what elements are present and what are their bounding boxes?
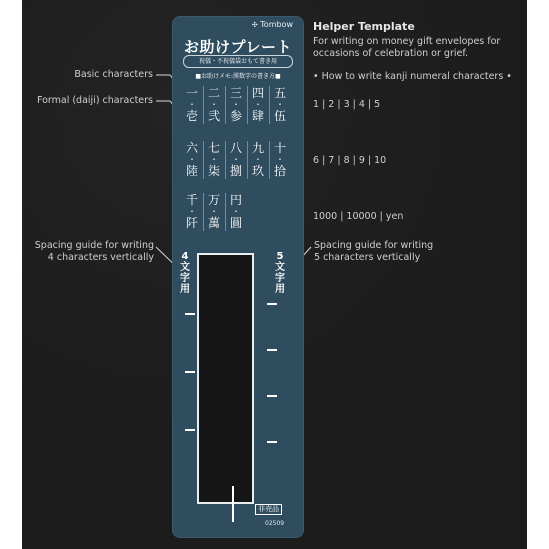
- kanji-separator: ・: [188, 155, 196, 164]
- kanji-separator: ・: [210, 155, 218, 164]
- kanji-separator: ・: [232, 207, 240, 216]
- kanji-separator: ・: [254, 155, 262, 164]
- annotation-spacing4: Spacing guide for writing 4 characters vertically: [34, 240, 154, 263]
- vertical-label-char: 文: [275, 262, 285, 273]
- dragonfly-logo-icon: ✣: [251, 21, 258, 29]
- kanji-formal: 柒: [207, 164, 220, 178]
- vertical-label-char: 用: [275, 284, 285, 295]
- tick-4-c: [185, 429, 195, 431]
- tick-5-a: [267, 303, 277, 305]
- kanji-cell: [226, 86, 246, 123]
- kanji-formal: 玖: [251, 164, 264, 178]
- label-4-chars-text: [178, 251, 192, 295]
- not-for-sale-badge: 非売品: [255, 504, 282, 515]
- kanji-separator: ・: [254, 100, 262, 109]
- kanji-separator: ・: [232, 155, 240, 164]
- template-subheading: • How to write kanji numeral characters •: [313, 71, 512, 82]
- vertical-label-char: 4: [181, 251, 189, 262]
- kanji-formal: 拾: [273, 164, 286, 178]
- kanji-separator: ・: [188, 207, 196, 216]
- row-label-1: 1 | 2 | 3 | 4 | 5: [313, 99, 381, 110]
- kanji-basic: 四: [251, 86, 264, 100]
- center-guide-line: [232, 486, 234, 522]
- kanji-formal: 萬: [207, 216, 220, 230]
- tick-5-b: [267, 349, 277, 351]
- vertical-label-char: 字: [275, 273, 285, 284]
- vertical-label-char: 文: [180, 262, 190, 273]
- kanji-separator: ・: [188, 100, 196, 109]
- kanji-basic: 五: [273, 86, 286, 100]
- tick-5-d: [267, 441, 277, 443]
- kanji-basic: 九: [251, 141, 264, 155]
- kanji-basic: 円: [229, 193, 242, 207]
- kanji-cell: [204, 86, 224, 123]
- kanji-formal: 参: [229, 109, 242, 123]
- tick-4-b: [185, 371, 195, 373]
- cutout-window: [197, 253, 254, 504]
- kanji-separator: ・: [210, 207, 218, 216]
- kanji-basic: 三: [229, 86, 242, 100]
- template-description: For writing on money gift envelopes for occasions of celebration or grief.: [313, 36, 501, 59]
- kanji-formal: 壱: [185, 109, 198, 123]
- kanji-cell: [204, 141, 224, 178]
- tick-5-c: [267, 395, 277, 397]
- helper-plate: [173, 17, 303, 537]
- product-code: 02509: [265, 520, 285, 527]
- kanji-basic: 千: [185, 193, 198, 207]
- kanji-cell: [204, 193, 224, 230]
- brand-name: Tombow: [260, 20, 293, 29]
- kanji-separator: ・: [276, 155, 284, 164]
- kanji-cell: [226, 141, 246, 178]
- brand-label: [252, 20, 293, 29]
- vertical-label-char: 5: [276, 251, 284, 262]
- annotation-basic: Basic characters: [74, 69, 153, 80]
- kanji-cell: [182, 86, 202, 123]
- annotation-spacing5: Spacing guide for writing 5 characters vertically: [314, 240, 434, 263]
- plate-title: お助けプレート: [184, 38, 292, 56]
- kanji-formal: 陸: [185, 164, 198, 178]
- vertical-label-char: 字: [180, 273, 190, 284]
- kanji-cell: [270, 141, 290, 178]
- plate-memo: ■お助けメモ:漢数字の書き方■: [195, 73, 281, 80]
- kanji-formal: 肆: [251, 109, 264, 123]
- label-5-chars: [273, 251, 287, 295]
- kanji-formal: 伍: [273, 109, 286, 123]
- kanji-formal: 弐: [207, 109, 220, 123]
- kanji-basic: 一: [185, 86, 198, 100]
- kanji-basic: 六: [185, 141, 198, 155]
- label-4-chars: [178, 251, 192, 295]
- kanji-formal: 圓: [229, 216, 242, 230]
- row-label-2: 6 | 7 | 8 | 9 | 10: [313, 155, 387, 166]
- kanji-separator: ・: [276, 100, 284, 109]
- kanji-cell: [182, 141, 202, 178]
- kanji-cell: [226, 193, 246, 230]
- kanji-basic: 十: [273, 141, 286, 155]
- template-heading: Helper Template: [313, 20, 415, 33]
- kanji-separator: ・: [232, 100, 240, 109]
- kanji-formal: 阡: [185, 216, 198, 230]
- kanji-separator: ・: [210, 100, 218, 109]
- kanji-basic: 二: [207, 86, 220, 100]
- plate-subtitle: 祝儀・不祝儀袋おもて書き用: [183, 55, 293, 68]
- kanji-basic: 八: [229, 141, 242, 155]
- annotation-formal: Formal (daiji) characters: [36, 95, 153, 106]
- kanji-basic: 万: [207, 193, 220, 207]
- kanji-cell: [270, 86, 290, 123]
- kanji-formal: 捌: [229, 164, 242, 178]
- kanji-cell: [182, 193, 202, 230]
- row-label-3: 1000 | 10000 | yen: [313, 211, 404, 222]
- tick-4-a: [185, 313, 195, 315]
- kanji-cell: [248, 86, 268, 123]
- vertical-label-char: 用: [180, 284, 190, 295]
- kanji-cell: [248, 141, 268, 178]
- label-5-chars-text: [273, 251, 287, 295]
- kanji-basic: 七: [207, 141, 220, 155]
